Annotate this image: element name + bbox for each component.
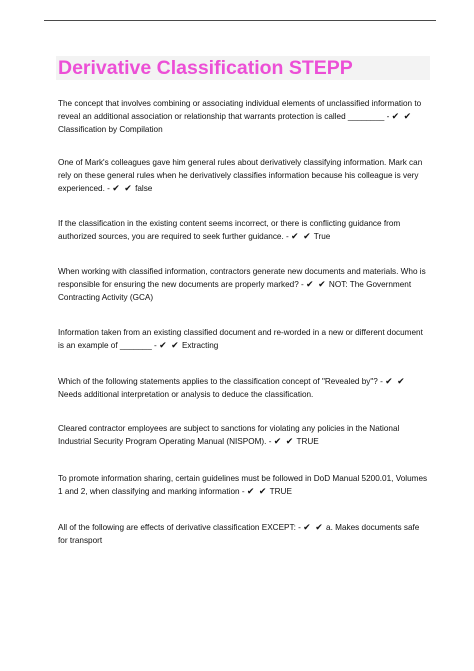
answer-text: TRUE [269, 487, 292, 496]
answer-text: TRUE [296, 437, 319, 446]
checkmark-icon: ✔ ✔ [303, 522, 324, 532]
answer-text: false [135, 184, 153, 193]
qa-item-8 [58, 472, 430, 498]
question-text: All of the following are effects of derivative classification EXCEPT: [58, 523, 299, 532]
qa-item-6 [58, 375, 430, 401]
checkmark-icon: ✔ ✔ [391, 111, 413, 121]
question-text: The concept that involves combining or associating individual elements of unclassified information to reveal an additional association or relationship that warrants protection is called ________ [58, 99, 422, 121]
top-rule [44, 20, 436, 21]
checkmark-icon: ✔ ✔ [273, 436, 295, 446]
separator: - [268, 437, 272, 446]
qa-item-3 [58, 217, 430, 243]
question-text: If the classification in the existing content seems incorrect, or there is conflicting guidance from authorized sources, you are required to seek further guidance. [58, 219, 401, 241]
qa-item-1 [58, 97, 430, 136]
qa-item-4 [58, 265, 430, 304]
checkmark-icon: ✔ ✔ [385, 376, 406, 386]
question-text: When working with classified information, contractors generate new documents and materials. Who is responsible for ensuring the new documents are properly marked? [58, 267, 426, 289]
question-text: Cleared contractor employees are subject to sanctions for violating any policies in the National Industrial Security Program Operating Manual (NISPOM). [58, 424, 400, 446]
question-text: To promote information sharing, certain guidelines must be followed in DoD Manual 5200.01, Volumes 1 and 2, when classifying and marking information [58, 474, 428, 496]
qa-item-7 [58, 422, 430, 448]
separator: - [286, 232, 289, 241]
document-title: Derivative Classification STEPP [58, 57, 353, 79]
answer-text: NOT: The Government Contracting Activity (GCA) [58, 280, 412, 302]
answer-text: Classification by Compilation [58, 125, 163, 134]
separator: - [301, 280, 304, 289]
qa-item-5 [58, 326, 430, 352]
checkmark-icon: ✔ ✔ [159, 340, 180, 350]
separator: - [380, 377, 383, 386]
separator: - [107, 184, 110, 193]
qa-item-2 [58, 156, 430, 195]
question-text: Which of the following statements applies to the classification concept of "Revealed by"? [58, 377, 381, 386]
checkmark-icon: ✔ ✔ [291, 231, 312, 241]
answer-text: a. Makes documents safe for transport [58, 523, 420, 545]
separator: - [386, 112, 390, 121]
separator: - [241, 487, 245, 496]
qa-item-9 [58, 521, 430, 547]
question-text: One of Mark's colleagues gave him general rules about derivatively classifying information. Mark can rely on these general rules when he derivatively classifies information because his colleague is very experienced. [58, 158, 423, 193]
answer-text: True [313, 232, 331, 241]
separator: - [298, 523, 301, 532]
separator: - [154, 341, 157, 350]
checkmark-icon: ✔ ✔ [306, 279, 327, 289]
answer-text: Extracting [181, 341, 219, 350]
checkmark-icon: ✔ ✔ [112, 183, 133, 193]
question-text: Information taken from an existing classified document and re-worded in a new or different document is an example of _______ [58, 328, 423, 350]
checkmark-icon: ✔ ✔ [246, 486, 268, 496]
answer-text: Needs additional interpretation or analysis to deduce the classification. [58, 390, 314, 399]
